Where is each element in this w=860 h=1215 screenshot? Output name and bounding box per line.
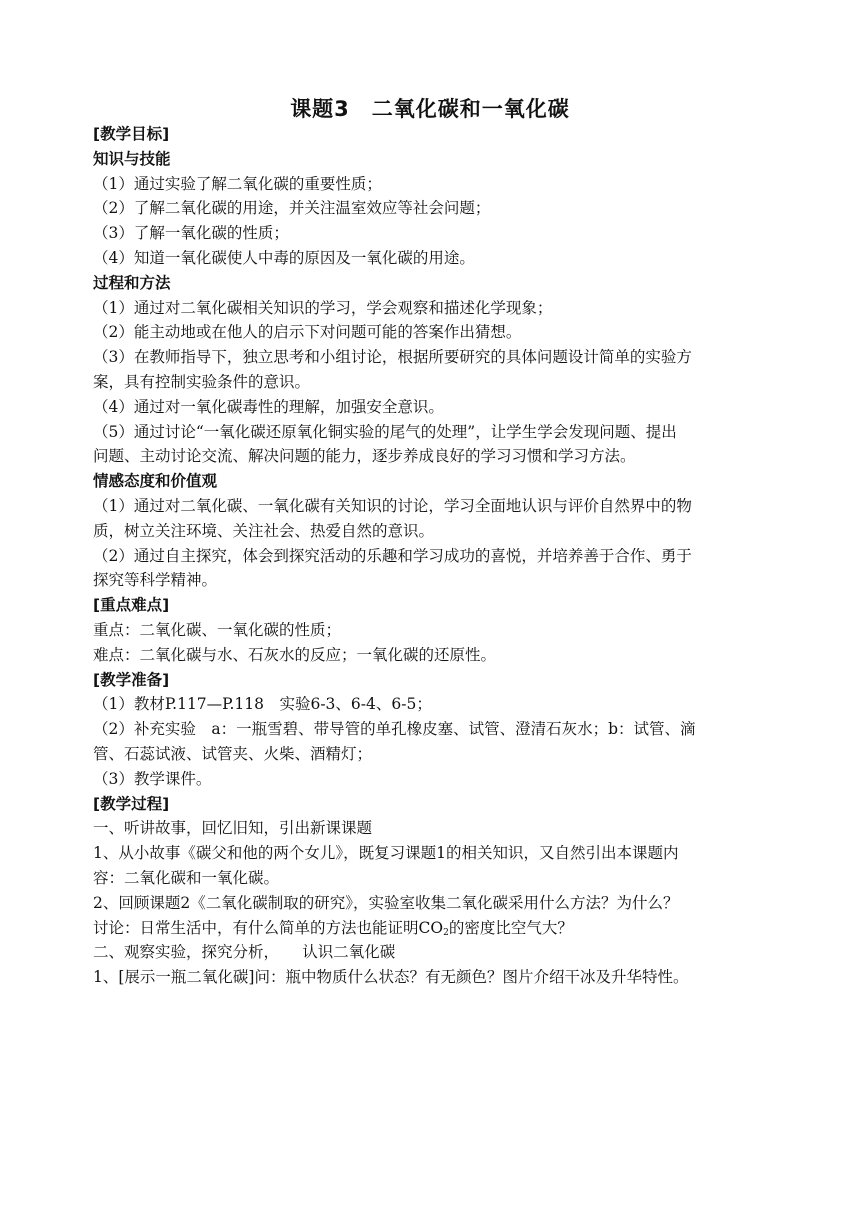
subheading-knowledge-skills: 知识与技能 (93, 149, 171, 168)
section-heading-process: [教学过程] (93, 794, 170, 813)
text-line: （2）补充实验 a：一瓶雪碧、带导管的单孔橡皮塞、试管、澄清石灰水；b：试管、滴 (93, 720, 696, 739)
text-line: （5）通过讨论“一氧化碳还原氧化铜实验的尾气的处理”，让学生学会发现问题、提出 (93, 422, 677, 441)
page-title: 课题3 二氧化碳和一氧化碳 (290, 97, 570, 121)
text-line: 1、[展示一瓶二氧化碳]问：瓶中物质什么状态？有无颜色？图片介绍干冰及升华特性。 (93, 968, 689, 987)
text-line: （2）了解二氧化碳的用途，并关注温室效应等社会问题； (93, 199, 491, 218)
text-line: （1）教材P.117—P.118 实验6-3、6-4、6-5； (93, 695, 432, 714)
text-line: 1、从小故事《碳父和他的两个女儿》，既复习课题1的相关知识，又自然引出本课题内 (93, 844, 679, 863)
text-line: （4）通过对一氧化碳毒性的理解，加强安全意识。 (93, 397, 444, 416)
text-line: 探究等科学精神。 (93, 571, 218, 590)
section-heading-preparation: [教学准备] (93, 670, 170, 689)
text-line: （4）知道一氧化碳使人中毒的原因及一氧化碳的用途。 (93, 248, 475, 267)
text-line: 重点：二氧化碳、一氧化碳的性质； (93, 620, 342, 639)
text-line-co2 (93, 916, 768, 941)
section-heading-objectives: [教学目标] (93, 125, 170, 143)
text-segment: 讨论：日常生活中，有什么简单的方法也能证明CO (93, 918, 444, 937)
text-line: 管、石蕊试液、试管夹、火柴、酒精灯； (93, 744, 373, 763)
section-heading-key-difficulties: [重点难点] (93, 596, 170, 615)
text-line: 质，树立关注环境、关注社会、热爱自然的意识。 (93, 521, 435, 540)
subscript-2: 2 (443, 927, 449, 938)
text-line: 难点：二氧化碳与水、石灰水的反应；一氧化碳的还原性。 (93, 645, 497, 664)
text-line: （3）教学课件。 (93, 769, 212, 788)
document-body (93, 122, 768, 990)
text-line: （3）了解一氧化碳的性质； (93, 224, 289, 243)
text-line: 一、听讲故事，回忆旧知，引出新课课题 (93, 819, 373, 838)
text-line: 二、观察实验，探究分析， 认识二氧化碳 (93, 943, 396, 962)
text-line: （1）通过实验了解二氧化碳的重要性质； (93, 174, 382, 193)
text-line: （2）能主动地或在他人的启示下对问题可能的答案作出猜想。 (93, 323, 522, 342)
text-line: 容：二氧化碳和一氧化碳。 (93, 868, 280, 887)
text-line: （3）在教师指导下，独立思考和小组讨论，根据所要研究的具体问题设计简单的实验方 (93, 348, 692, 367)
text-line: 问题、主动讨论交流、解决问题的能力，逐步养成良好的学习习惯和学习方法。 (93, 447, 636, 466)
text-line: （1）通过对二氧化碳相关知识的学习，学会观察和描述化学现象； (93, 298, 553, 317)
text-line: （2）通过自主探究，体会到探究活动的乐趣和学习成功的喜悦，并培养善于合作、勇于 (93, 546, 692, 565)
subheading-attitudes-values: 情感态度和价值观 (93, 472, 218, 491)
text-line: 案，具有控制实验条件的意识。 (93, 372, 311, 391)
text-segment: 的密度比空气大？ (448, 918, 573, 937)
text-line: 2、回顾课题2《二氧化碳制取的研究》，实验室收集二氧化碳采用什么方法？为什么？ (93, 893, 679, 912)
text-line: （1）通过对二氧化碳、一氧化碳有关知识的讨论，学习全面地认识与评价自然界中的物 (93, 496, 692, 515)
subheading-process-methods: 过程和方法 (93, 273, 171, 292)
